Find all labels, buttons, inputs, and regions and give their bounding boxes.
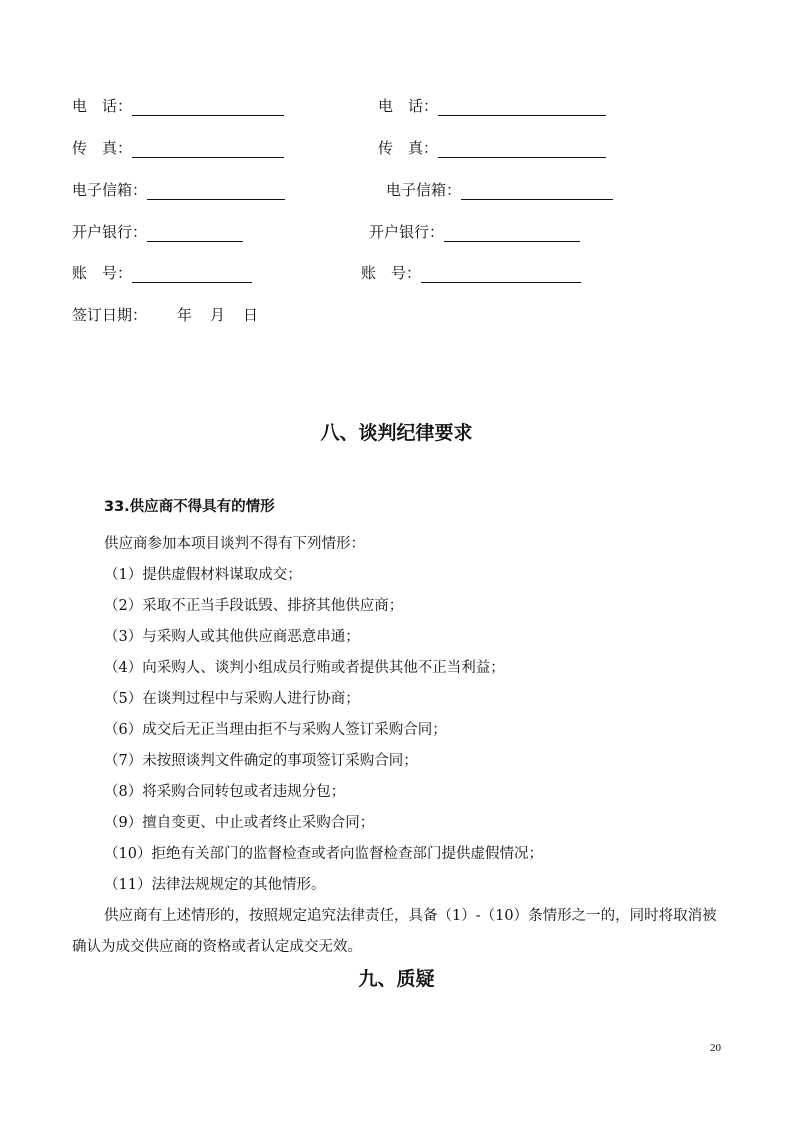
left-account-field (72, 263, 252, 283)
left-account-label: 账 号： (72, 264, 133, 282)
right-fax-label: 传 真： (378, 139, 439, 157)
section-8-title: 八、谈判纪律要求 (320, 422, 473, 444)
item-2: （2）采取不正当手段诋毁、排挤其他供应商； (104, 598, 404, 614)
sign-date-month: 月 (210, 306, 226, 324)
right-bank-label: 开户银行： (369, 223, 445, 241)
right-bank-blank (444, 225, 580, 242)
sign-date-day: 日 (243, 306, 259, 324)
item-8: （8）将采购合同转包或者违规分包； (104, 784, 346, 800)
left-email-label: 电子信箱： (72, 181, 148, 199)
right-phone-blank (438, 99, 606, 116)
left-email-blank (147, 183, 285, 200)
right-phone-label: 电 话： (378, 97, 439, 115)
sign-date-label: 签订日期： (72, 306, 148, 324)
left-bank-field (72, 222, 243, 242)
left-phone-field (72, 96, 284, 116)
left-account-blank (132, 266, 252, 283)
left-fax-blank (132, 141, 284, 158)
item-6: （6）成交后无正当理由拒不与采购人签订采购合同； (104, 722, 447, 738)
right-email-label: 电子信箱： (386, 181, 462, 199)
right-phone-field (378, 96, 606, 116)
section-8-body (72, 529, 727, 963)
right-account-field (361, 263, 581, 283)
right-account-label: 账 号： (361, 264, 422, 282)
right-bank-field (369, 222, 580, 242)
item-9: （9）擅自变更、中止或者终止采购合同； (104, 815, 375, 831)
left-fax-label: 传 真： (72, 139, 133, 157)
sign-date-year: 年 (177, 306, 193, 324)
item-5: （5）在谈判过程中与采购人进行协商； (104, 691, 360, 707)
item-11: （11）法律法规规定的其他情形。 (104, 877, 326, 893)
section-9-title: 九、质疑 (358, 968, 435, 990)
closing-paragraph: 供应商有上述情形的，按照规定追究法律责任，具备（1）-（10）条情形之一的，同时将取消被确认为成交供应商的资格或者认定成交无效。 (72, 908, 717, 955)
right-fax-field (378, 138, 606, 158)
right-account-blank (421, 266, 581, 283)
right-email-blank (461, 183, 613, 200)
item-1: （1）提供虚假材料谋取成交； (104, 567, 302, 583)
subsection-33-title: 33.供应商不得具有的情形 (104, 499, 275, 515)
sign-date-line (72, 305, 258, 325)
intro-paragraph: 供应商参加本项目谈判不得有下列情形： (104, 536, 365, 552)
left-bank-blank (147, 225, 243, 242)
item-7: （7）未按照谈判文件确定的事项签订采购合同； (104, 753, 418, 769)
left-bank-label: 开户银行： (72, 223, 148, 241)
item-10: （10）拒绝有关部门的监督检查或者向监督检查部门提供虚假情况； (104, 846, 543, 862)
left-phone-blank (132, 99, 284, 116)
page-number: 20 (710, 1042, 721, 1054)
left-email-field (72, 180, 285, 200)
right-fax-blank (438, 141, 606, 158)
left-fax-field (72, 138, 284, 158)
right-email-field (386, 180, 613, 200)
item-4: （4）向采购人、谈判小组成员行贿或者提供其他不正当利益； (104, 660, 505, 676)
item-3: （3）与采购人或其他供应商恶意串通； (104, 629, 360, 645)
left-phone-label: 电 话： (72, 97, 133, 115)
